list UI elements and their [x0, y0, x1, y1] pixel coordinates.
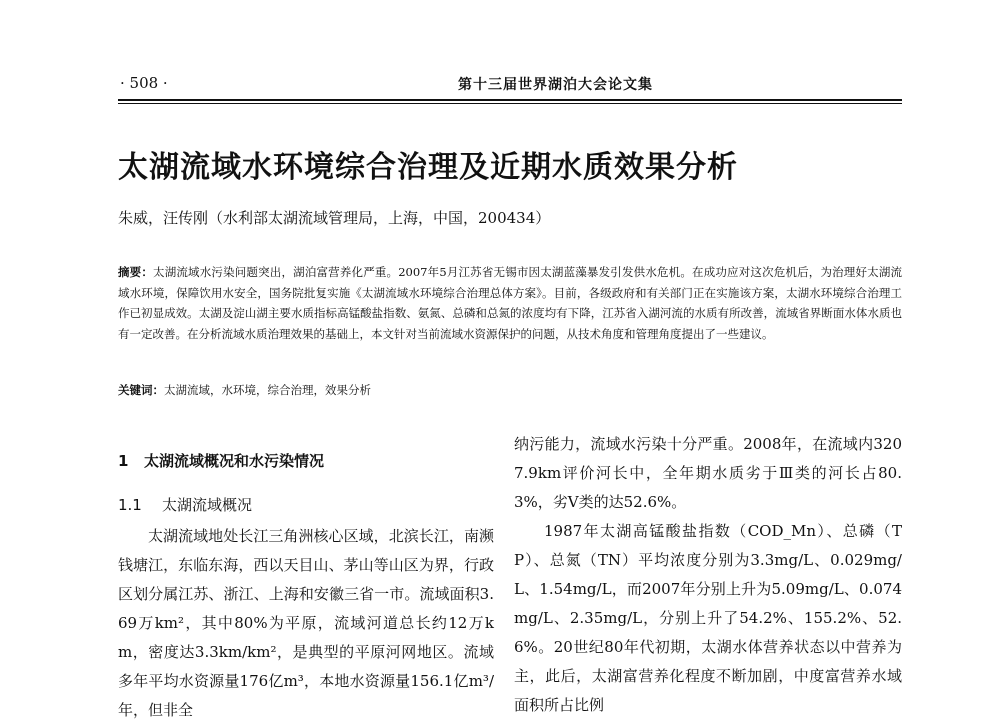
left-text-block	[118, 522, 494, 719]
left-column	[118, 430, 494, 719]
abstract-text: 太湖流域水污染问题突出，湖泊富营养化严重。2007年5月江苏省无锡市因太湖蓝藻暴发引发供水危机。在成功应对这次危机后，为治理好太湖流域水环境，保障饮用水安全，国务院批复实施《太湖流域水环境综合治理总体方案》。目前，各级政府和有关部门正在实施该方案，太湖水环境综合治理工作已初显成效。太湖及淀山湖主要水质指标高锰酸盐指数、氨氮、总磷和总氮的浓度均有下降，江苏省入湖河流的水质有所改善，流域省界断面水体水质也有一定改善。在分析流域水质治理效果的基础上，本文针对当前流域水资源保护的问题，从技术角度和管理角度提出了一些建议。	[118, 265, 903, 341]
section-heading-1	[118, 450, 494, 474]
section-title: 太湖流域概况和水污染情况	[144, 452, 325, 470]
body-paragraph: 1987年太湖高锰酸盐指数（COD_Mn）、总磷（TP）、总氮（TN）平均浓度分别为3.3mg/L、0.029mg/L、1.54mg/L，而2007年分别上升为5.09mg/L、0.074mg/L、2.35mg/L，分别上升了54.2%、155.2%、52.6%。20世纪80年代初期，太湖水体营养状态以中营养为主，此后，太湖富营养化程度不断加剧，中度富营养水域面积所占比例	[514, 522, 902, 714]
header-rule-thick	[118, 99, 902, 101]
paper-title: 太湖流域水环境综合治理及近期水质效果分析	[118, 150, 738, 185]
abstract-label: 摘要：	[118, 265, 154, 279]
body-paragraph: 太湖流域地处长江三角洲核心区域，北滨长江，南濒钱塘江，东临东海，西以天目山、茅山等山区为界，行政区划分属江苏、浙江、上海和安徽三省一市。流域面积3.69万km²，其中80%为平原，流域河道总长约12万km，密度达3.3km/km²，是典型的平原河网地区。流域多年平均水资源量176亿m³，本地水资源量156.1亿m³/年，但非全	[118, 527, 494, 719]
running-head	[120, 70, 900, 98]
keywords-label: 关键词：	[118, 383, 164, 397]
keywords	[118, 382, 371, 398]
page-number: · 508 ·	[120, 74, 168, 92]
right-column	[514, 430, 902, 714]
abstract	[118, 262, 902, 344]
subsection-number: 1.1	[118, 496, 142, 514]
subsection-title: 太湖流域概况	[162, 496, 253, 514]
author-line: 朱威，汪传刚（水利部太湖流域管理局，上海，中国，200434）	[118, 209, 551, 227]
journal-title: 第十三届世界湖泊大会论文集	[458, 77, 653, 93]
keywords-text: 太湖流域，水环境，综合治理，效果分析	[164, 383, 371, 397]
body-paragraph: 纳污能力，流域水污染十分严重。2008年，在流域内3207.9km评价河长中，全年期水质劣于Ⅲ类的河长占80.3%，劣Ⅴ类的达52.6%。	[514, 435, 902, 511]
section-heading-1-1	[118, 494, 494, 522]
section-number: 1	[118, 452, 129, 470]
header-rule-thin	[118, 103, 902, 104]
right-text-block	[514, 430, 902, 714]
